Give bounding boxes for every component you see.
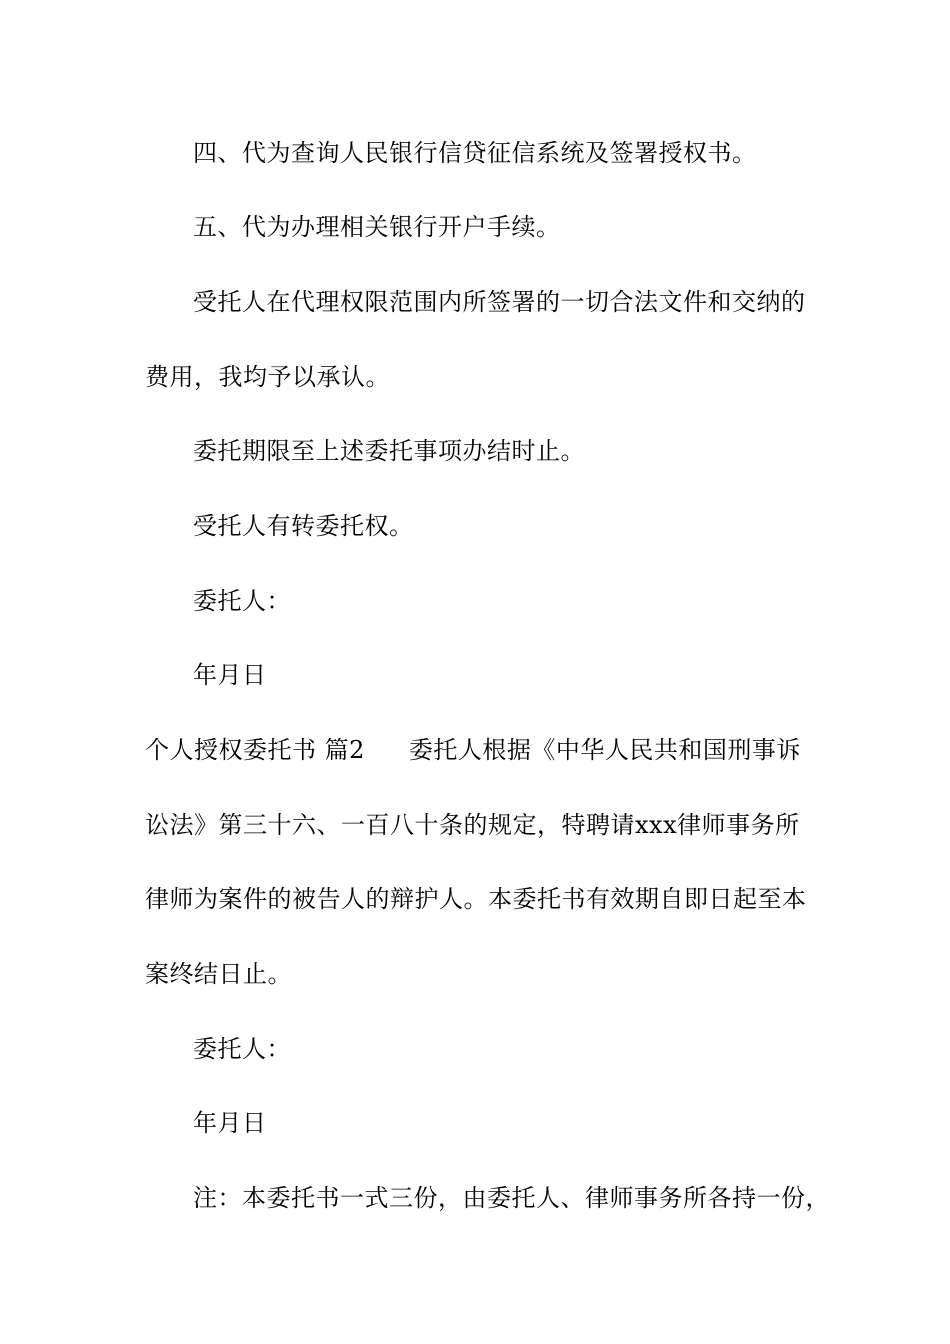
principal-signature-label-2: 委托人： <box>193 1035 291 1063</box>
principal-signature-label: 委托人： <box>193 587 291 615</box>
paragraph-item-5: 五、代为办理相关银行开户手续。 <box>193 213 561 241</box>
section-heading-line <box>145 735 815 765</box>
section-intro-start: 委托人根据《中华人民共和国刑事诉 <box>408 736 801 764</box>
date-label-2: 年月日 <box>193 1109 267 1137</box>
paragraph-defense-line3: 律师为案件的被告人的辩护人。本委托书有效期自即日起至本 <box>145 885 807 913</box>
paragraph-defense-line2: 讼法》第三十六、一百八十条的规定，特聘请xxx律师事务所 <box>145 811 800 839</box>
paragraph-item-4: 四、代为查询人民银行信贷征信系统及签署授权书。 <box>193 139 757 167</box>
paragraph-term: 委托期限至上述委托事项办结时止。 <box>193 437 585 465</box>
section-title: 个人授权委托书 篇2 <box>145 736 365 764</box>
date-label: 年月日 <box>193 661 267 689</box>
paragraph-acknowledgement-line2: 费用，我均予以承认。 <box>145 363 390 391</box>
paragraph-subdelegation: 受托人有转委托权。 <box>193 512 414 540</box>
note-paragraph: 注：本委托书一式三份，由委托人、律师事务所各持一份， <box>193 1184 830 1212</box>
paragraph-defense-line4: 案终结日止。 <box>145 960 292 988</box>
paragraph-acknowledgement-line1: 受托人在代理权限范围内所签署的一切合法文件和交纳的 <box>193 288 806 316</box>
